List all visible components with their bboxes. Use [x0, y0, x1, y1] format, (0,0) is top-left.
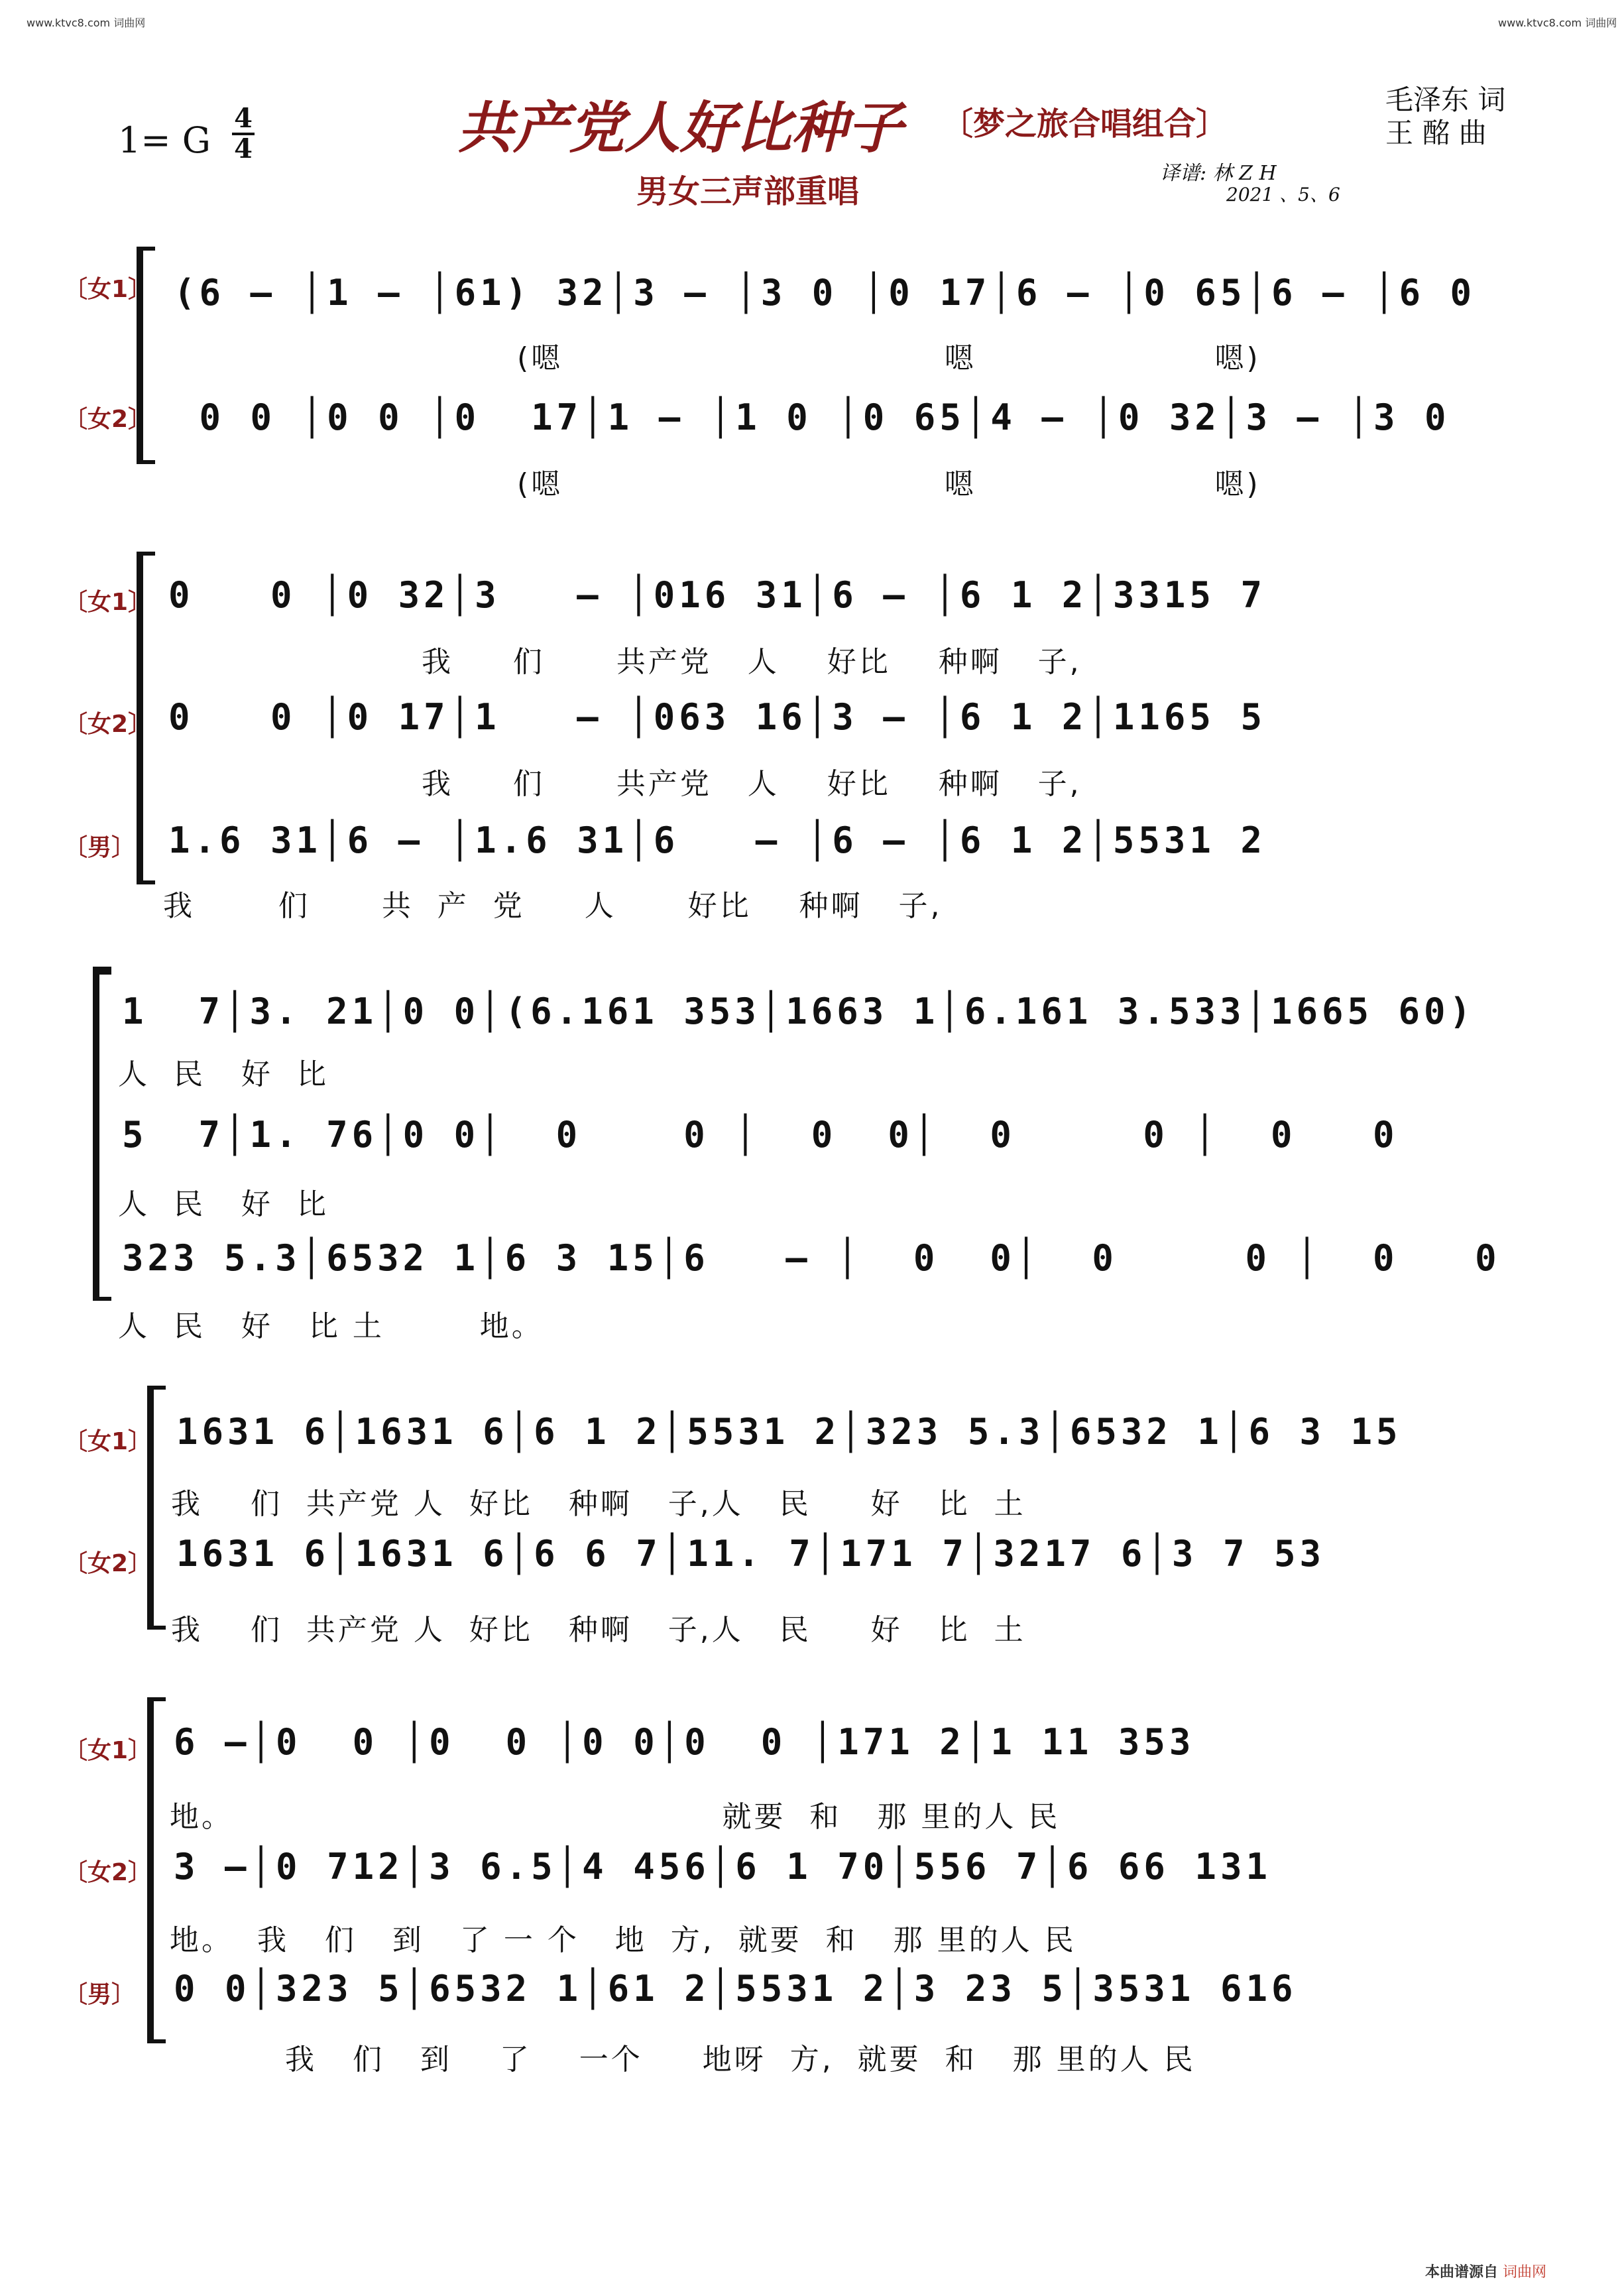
footer-source	[1425, 2261, 1546, 2281]
system-1-f2-notes: 0 0 │0 0 │0 17│1 – │1 0 │0 65│4 – │0 32│3 – │3 0	[174, 396, 1450, 438]
system-2-f2-lyrics: 我 们 共产党 人 好比 种啊 子,	[422, 767, 1082, 801]
system-5-f1-notes: 6 –│0 0 │0 0 │0 0│0 0 │171 2│1 11 353	[174, 1721, 1195, 1763]
transcriber: 译谱: 林 Z H	[1160, 162, 1277, 185]
time-signature	[232, 105, 255, 163]
time-bottom: 4	[234, 133, 253, 164]
voice-label-f1: 〔女1〕	[64, 1737, 152, 1764]
system-2-m-lyrics: 我 们 共 产 党 人 好比 种啊 子,	[163, 889, 943, 923]
voice-label-f2: 〔女2〕	[64, 1550, 152, 1577]
system-1-f1-notes: (6 – │1 – │61) 32│3 – │3 0 │0 17│6 – │0 65│6 – │6 0	[174, 272, 1476, 314]
voice-label-f2: 〔女2〕	[64, 711, 152, 738]
system-3-m-lyrics: 人 民 好 比 土 地。	[118, 1309, 544, 1343]
transcription-date: 2021 、5、6	[1226, 184, 1340, 206]
edge-decoration-left	[3, 40, 12, 2244]
system-4-f1-notes: 1631 6│1631 6│6 1 2│5531 2│323 5.3│6532 1│6 3 15	[176, 1411, 1402, 1453]
system-2-f2-notes: 0 0 │0 17│1 – │063 16│3 – │6 1 2│1165 5	[168, 696, 1266, 738]
system-5-m-lyrics: 我 们 到 了 一个 地呀 方, 就要 和 那 里的人 民	[285, 2043, 1196, 2076]
voice-label-f2: 〔女2〕	[64, 1859, 152, 1886]
system-2-f1-lyrics: 我 们 共产党 人 好比 种啊 子,	[422, 645, 1082, 679]
system-4-f2-lyrics: 我 们 共产党 人 好比 种啊 子,人 民 好 比 土	[171, 1613, 1026, 1647]
lyricist: 毛泽东 词	[1385, 84, 1506, 116]
voice-label-f2: 〔女2〕	[64, 406, 152, 433]
voice-label-f1: 〔女1〕	[64, 276, 152, 303]
system-5-m-notes: 0 0│323 5│6532 1│61 2│5531 2│3 23 5│3531 616	[174, 1968, 1297, 2010]
time-top: 4	[234, 103, 253, 134]
site-watermark-left: www.ktvc8.com 词曲网	[27, 17, 146, 29]
song-subtitle: 〔梦之旅合唱组合〕	[941, 105, 1228, 143]
system-3-f2-notes: 5 7│1. 76│0 0│ 0 0 │ 0 0│ 0 0 │ 0 0	[122, 1114, 1399, 1156]
system-5-f2-lyrics: 地。 我 们 到 了 一 个 地 方, 就要 和 那 里的人 民	[170, 1923, 1076, 1957]
system-2-f1-notes: 0 0 │0 32│3 – │016 31│6 – │6 1 2│3315 7	[168, 574, 1266, 616]
system-3-m-notes: 323 5.3│6532 1│6 3 15│6 – │ 0 0│ 0 0 │ 0 0	[122, 1237, 1501, 1279]
edge-decoration-right	[1612, 40, 1621, 2244]
footer-text: 本曲谱源自	[1425, 2264, 1499, 2281]
system-3-f1-notes: 1 7│3. 21│0 0│(6.161 353│1663 1│6.161 3.533│1665 60)	[122, 991, 1476, 1032]
composer: 王 酩 曲	[1385, 117, 1487, 149]
voice-label-f1: 〔女1〕	[64, 589, 152, 616]
system-5-f2-notes: 3 –│0 712│3 6.5│4 456│6 1 70│556 7│6 66 131	[174, 1846, 1271, 1888]
site-watermark-right: www.ktvc8.com 词曲网	[1498, 17, 1617, 29]
system-4-f2-notes: 1631 6│1631 6│6 6 7│11. 7│171 7│3217 6│3 7 53	[176, 1533, 1325, 1575]
voice-label-m: 〔男〕	[64, 1981, 136, 2008]
key-signature: 1= G	[118, 119, 211, 161]
system-2-m-notes: 1.6 31│6 – │1.6 31│6 – │6 – │6 1 2│5531 2	[168, 819, 1266, 861]
system-3-f2-lyrics: 人 民 好 比	[118, 1187, 329, 1221]
system-5-f1-lyrics: 地。 就要 和 那 里的人 民	[170, 1800, 1061, 1834]
voice-label-f1: 〔女1〕	[64, 1428, 152, 1455]
system-3-bracket-line	[93, 967, 111, 1301]
footer-site[interactable]: 词曲网	[1503, 2264, 1547, 2281]
ensemble-type: 男女三声部重唱	[636, 173, 860, 210]
song-title: 共产党人好比种子	[457, 95, 903, 160]
system-1-f2-lyrics: (嗯 嗯 嗯)	[517, 467, 1261, 501]
system-3-f1-lyrics: 人 民 好 比	[118, 1057, 329, 1091]
voice-label-m: 〔男〕	[64, 834, 136, 861]
system-4-f1-lyrics: 我 们 共产党 人 好比 种啊 子,人 民 好 比 土	[171, 1487, 1026, 1521]
system-1-f1-lyrics: (嗯 嗯 嗯)	[517, 341, 1261, 375]
